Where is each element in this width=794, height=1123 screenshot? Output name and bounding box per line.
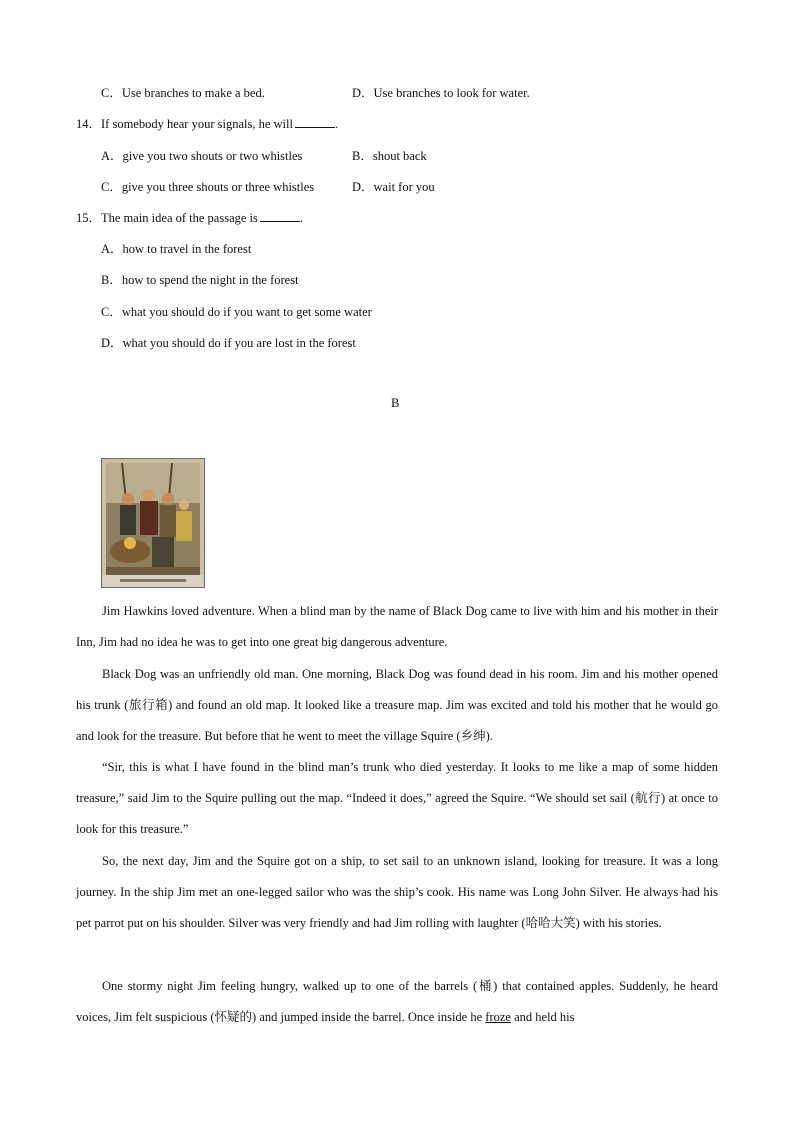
paragraph-text: Jim Hawkins loved adventure. When a blind man by the name of Black Dog came to live with him and his mother in their Inn, Jim had no idea he was to get into one great big dangerous adventure.	[76, 604, 718, 650]
passage-paragraph-3	[76, 752, 718, 846]
q15-stem-end: .	[299, 211, 304, 225]
q15-stem-text: 15．The main idea of the passage is	[76, 211, 258, 225]
answer-blank	[260, 210, 300, 222]
q15-option-a: A．how to travel in the forest	[101, 242, 252, 256]
q15-option-d: D．what you should do if you are lost in the forest	[101, 336, 356, 350]
passage-paragraph-5	[76, 971, 718, 1033]
paragraph-text: “Sir, this is what I have found in the blind man’s trunk who died yesterday. It looks to me like a map of some hidden treasure,” said Jim to the Squire pulling out the map. “Indeed it does,” agreed the Squire. “We should set sail (航行) at once to look for this treasure.”	[76, 760, 718, 837]
passage-paragraph-4	[76, 846, 718, 940]
passage-illustration	[101, 458, 205, 588]
q14-option-b: B．shout back	[352, 149, 427, 163]
q15-option-b: B．how to spend the night in the forest	[101, 273, 299, 287]
q13-option-d: D．Use branches to look for water.	[352, 86, 530, 100]
paragraph-text-end: and held his	[514, 1010, 575, 1025]
q14-stem-end: .	[334, 117, 339, 131]
passage-paragraph-2	[76, 659, 718, 753]
section-heading: B	[391, 396, 400, 410]
paragraph-text: One stormy night Jim feeling hungry, walked up to one of the barrels (桶) that contained apples. Suddenly, he heard voices, Jim felt suspicious (怀疑的) and jumped inside the barrel. Once inside he	[76, 979, 718, 1025]
q15-option-c: C．what you should do if you want to get some water	[101, 305, 372, 319]
q14-stem-text: 14．If somebody hear your signals, he will	[76, 117, 293, 131]
q15-stem	[76, 208, 303, 226]
q14-option-d: D．wait for you	[352, 180, 435, 194]
underlined-word: froze	[485, 1010, 511, 1025]
passage-paragraph-1	[76, 596, 718, 658]
paragraph-text: Black Dog was an unfriendly old man. One morning, Black Dog was found dead in his room. Jim and his mother opened his trunk (旅行箱) and found an old map. It looked like a treasure map. Jim was excited and told his mother that he would go and look for the treasure. But before that he went to meet the village Squire (乡绅).	[76, 667, 718, 744]
paragraph-text: So, the next day, Jim and the Squire got on a ship, to set sail to an unknown island, looking for treasure. It was a long journey. In the ship Jim met an one-legged sailor who was the ship’s cook. His name was Long John Silver. He always had his pet parrot put on his shoulder. Silver was very friendly and had Jim rolling with laughter (哈哈大笑) with his stories.	[76, 854, 718, 931]
q14-stem	[76, 114, 338, 132]
q14-option-a: A．give you two shouts or two whistles	[101, 149, 303, 163]
q13-option-c: C．Use branches to make a bed.	[101, 86, 265, 100]
answer-blank	[295, 116, 335, 128]
q14-option-c: C．give you three shouts or three whistles	[101, 180, 315, 194]
